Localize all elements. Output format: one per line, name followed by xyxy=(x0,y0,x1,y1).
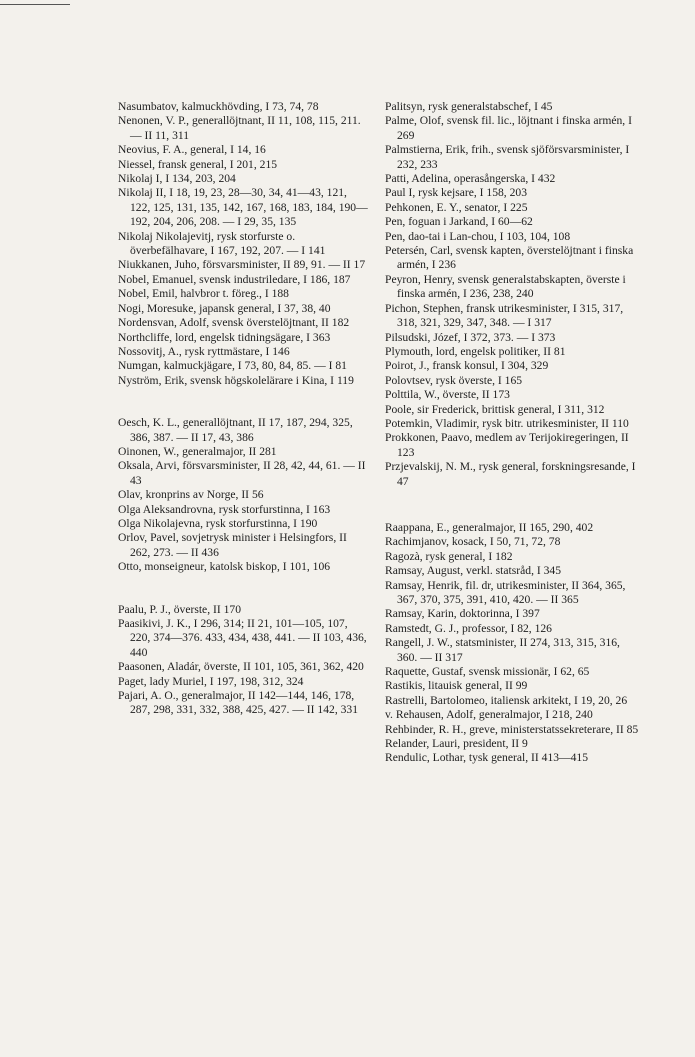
corner-rule xyxy=(0,4,70,5)
index-group-n xyxy=(118,100,368,388)
index-entry: Polovtsev, rysk överste, I 165 xyxy=(385,373,523,387)
index-entry: Patti, Adelina, operasångerska, I 432 xyxy=(385,172,556,186)
index-entry: Olga Aleksandrovna, rysk storfurstinna, I 163 xyxy=(118,502,331,516)
index-entry: Numgan, kalmuckjägare, I 73, 80, 84, 85. — I 81 xyxy=(118,359,347,373)
index-entry: Raappana, E., generalmajor, II 165, 290, 402 xyxy=(385,520,594,534)
index-entry: Oinonen, W., generalmajor, II 281 xyxy=(118,444,277,458)
index-entry: Paasikivi, J. K., I 296, 314; II 21, 101—105, 107, 220, 374—376. 433, 434, 438, 441. — II 103, 436, 440 xyxy=(118,617,367,659)
index-entry: Orlov, Pavel, sovjetrysk minister i Helsingfors, II 262, 273. — II 436 xyxy=(118,531,347,559)
index-entry: Petersén, Carl, svensk kapten, överstelöjtnant i finska armén, I 236 xyxy=(385,244,634,272)
index-entry: Pichon, Stephen, fransk utrikesminister, I 315, 317, 318, 321, 329, 347, 348. — I 317 xyxy=(385,301,624,330)
index-column-left xyxy=(118,100,368,746)
index-entry: Palitsyn, rysk generalstabschef, I 45 xyxy=(385,100,553,113)
index-entry: Olav, kronprins av Norge, II 56 xyxy=(118,488,264,502)
index-entry: Rachimjanov, kosack, I 50, 71, 72, 78 xyxy=(385,535,561,549)
index-entry: Niessel, fransk general, I 201, 215 xyxy=(118,157,278,171)
index-entry: Ramstedt, G. J., professor, I 82, 126 xyxy=(385,621,552,635)
index-entry: Nikolaj I, I 134, 203, 204 xyxy=(118,172,236,186)
index-entry: Nossovitj, A., rysk ryttmästare, I 146 xyxy=(118,344,290,358)
index-entry: Ragozà, rysk general, I 182 xyxy=(385,549,513,563)
index-entry: Nordensvan, Adolf, svensk överstelöjtnant, II 182 xyxy=(118,316,350,330)
index-group-r xyxy=(385,521,640,766)
index-entry: Ramsay, Karin, doktorinna, I 397 xyxy=(385,607,540,621)
index-entry: Pen, dao-tai i Lan-chou, I 103, 104, 108 xyxy=(385,229,571,243)
index-entry: Pajari, A. O., generalmajor, II 142—144, 146, 178, 287, 298, 331, 332, 388, 425, 427. — II 142, 331 xyxy=(118,689,359,717)
index-entry: Nobel, Emil, halvbror t. föreg., I 188 xyxy=(118,287,289,301)
index-entry: Plymouth, lord, engelsk politiker, II 81 xyxy=(385,344,566,358)
index-entry: Nenonen, V. P., generallöjtnant, II 11, 108, 115, 211. — II 11, 311 xyxy=(118,114,361,142)
index-entry: Nikolaj Nikolajevitj, rysk storfurste o. överbefälhavare, I 167, 192, 207. — I 141 xyxy=(118,229,326,258)
index-entry: v. Rehausen, Adolf, generalmajor, I 218, 240 xyxy=(385,708,593,722)
index-entry: Poole, sir Frederick, brittisk general, I 311, 312 xyxy=(385,402,605,416)
index-entry: Nikolaj II, I 18, 19, 23, 28—30, 34, 41—43, 121, 122, 125, 131, 135, 142, 167, 168, 183, 184, 190—192, 204, 206, 208. — I 29, 35, 135 xyxy=(118,186,368,229)
index-entry: Oesch, K. L., generallöjtnant, II 17, 187, 294, 325, 386, 387. — II 17, 43, 386 xyxy=(118,416,353,444)
index-group-o xyxy=(118,416,368,574)
index-entry: Otto, monseigneur, katolsk biskop, I 101, 106 xyxy=(118,560,331,574)
index-entry: Palme, Olof, svensk fil. lic., löjtnant i finska armén, I 269 xyxy=(385,114,632,142)
index-entry: Northcliffe, lord, engelsk tidningsägare, I 363 xyxy=(118,330,331,344)
index-entry: Nobel, Emanuel, svensk industriledare, I 186, 187 xyxy=(118,272,351,286)
index-entry: Rangell, J. W., statsminister, II 274, 313, 315, 316, 360. — II 317 xyxy=(385,636,620,664)
index-entry: Polttila, W., överste, II 173 xyxy=(385,388,510,402)
index-entry: Poirot, J., fransk konsul, I 304, 329 xyxy=(385,359,549,373)
index-entry: Paasonen, Aladár, överste, II 101, 105, 361, 362, 420 xyxy=(118,660,364,674)
index-entry: Rastrelli, Bartolomeo, italiensk arkitekt, I 19, 20, 26 xyxy=(385,693,628,707)
index-group-p-cont xyxy=(385,100,640,489)
index-entry: Ramsay, Henrik, fil. dr, utrikesminister, II 364, 365, 367, 370, 375, 391, 410, 420. — II 365 xyxy=(385,578,626,606)
index-entry: Pen, foguan i Jarkand, I 60—62 xyxy=(385,215,533,229)
index-column-right xyxy=(385,100,640,794)
index-entry: Olga Nikolajevna, rysk storfurstinna, I 190 xyxy=(118,516,318,530)
index-entry: Przjevalskij, N. M., rysk general, forskningsresande, I 47 xyxy=(385,460,636,488)
index-entry: Oksala, Arvi, försvarsminister, II 28, 42, 44, 61. — II 43 xyxy=(118,459,366,487)
index-entry: Prokkonen, Paavo, medlem av Terijokiregeringen, II 123 xyxy=(385,431,629,459)
index-entry: Paul I, rysk kejsare, I 158, 203 xyxy=(385,186,527,200)
index-entry: Rastikis, litauisk general, II 99 xyxy=(385,679,528,693)
index-entry: Pilsudski, Józef, I 372, 373. — I 373 xyxy=(385,330,556,344)
index-entry: Potemkin, Vladimir, rysk bitr. utrikesminister, II 110 xyxy=(385,416,629,430)
index-entry: Peyron, Henry, svensk generalstabskapten, överste i finska armén, I 236, 238, 240 xyxy=(385,272,626,301)
index-entry: Niukkanen, Juho, försvarsminister, II 89, 91. — II 17 xyxy=(118,258,366,272)
index-entry: Nogi, Moresuke, japansk general, I 37, 38, 40 xyxy=(118,301,331,315)
index-entry: Nyström, Erik, svensk högskolelärare i Kina, I 119 xyxy=(118,373,354,387)
index-entry: Rehbinder, R. H., greve, ministerstatssekreterare, II 85 xyxy=(385,722,639,736)
index-group-p xyxy=(118,603,368,718)
index-entry: Pehkonen, E. Y., senator, I 225 xyxy=(385,200,528,214)
index-entry: Nasumbatov, kalmuckhövding, I 73, 74, 78 xyxy=(118,100,319,113)
index-entry: Neovius, F. A., general, I 14, 16 xyxy=(118,143,266,157)
index-entry: Palmstierna, Erik, frih., svensk sjöförsvarsminister, I 232, 233 xyxy=(385,143,630,171)
index-entry: Relander, Lauri, president, II 9 xyxy=(385,737,528,751)
index-entry: Ramsay, August, verkl. statsråd, I 345 xyxy=(385,564,562,578)
index-entry: Raquette, Gustaf, svensk missionär, I 62, 65 xyxy=(385,665,590,679)
index-entry: Paget, lady Muriel, I 197, 198, 312, 324 xyxy=(118,674,304,688)
index-entry: Paalu, P. J., överste, II 170 xyxy=(118,602,242,616)
index-entry: Rendulic, Lothar, tysk general, II 413—415 xyxy=(385,751,589,765)
